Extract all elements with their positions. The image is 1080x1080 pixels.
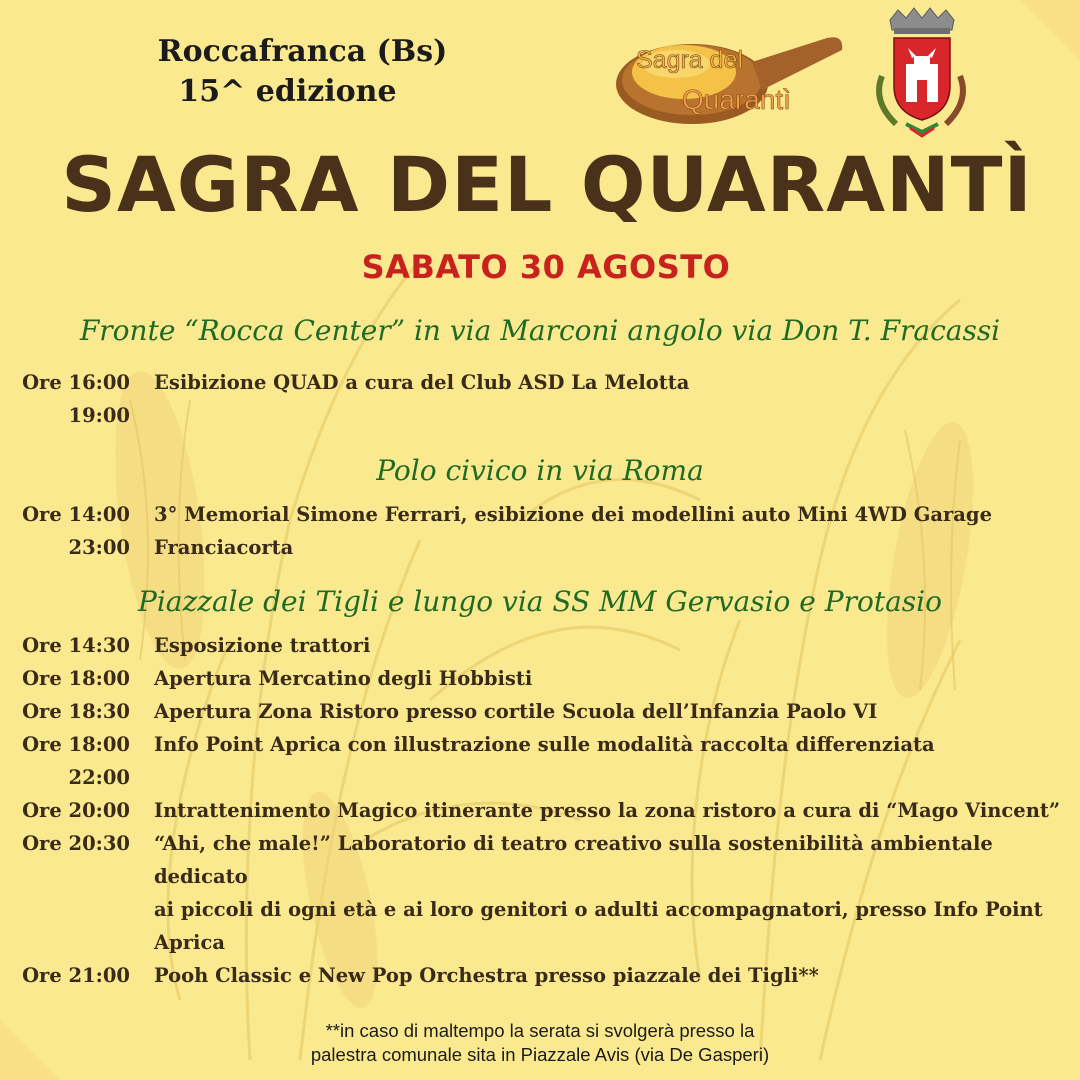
- event-time: Ore 20:00: [22, 799, 130, 822]
- footnote-line1: **in caso di maltempo la serata si svolgerà presso la: [325, 1020, 755, 1041]
- event-time: Ore 20:30: [22, 832, 130, 855]
- events-polo-civico: [0, 498, 1080, 564]
- section-title-polo-civico: Polo civico in via Roma: [376, 454, 704, 487]
- coat-of-arms-icon: [866, 6, 976, 142]
- event-time: Ore 14:30: [22, 634, 130, 657]
- town-name: Roccafranca (Bs): [157, 34, 448, 69]
- event-date: SABATO 30 AGOSTO: [361, 248, 731, 286]
- event-time: Ore 16:00 19:00: [22, 371, 130, 427]
- event-description: Esposizione trattori: [154, 634, 371, 657]
- event-row: [0, 498, 1080, 564]
- event-row: [0, 629, 1080, 662]
- event-time: Ore 21:00: [22, 964, 130, 987]
- event-time: Ore 18:00 22:00: [22, 733, 130, 789]
- event-row: [0, 827, 1080, 959]
- event-description: 3° Memorial Simone Ferrari, esibizione dei modellini auto Mini 4WD Garage Franciacorta: [154, 503, 992, 559]
- logo-text-line1: Sagra del: [636, 46, 744, 74]
- main-title: SAGRA DEL QUARANTÌ: [61, 140, 1033, 229]
- event-description: Esibizione QUAD a cura del Club ASD La Melotta: [154, 371, 690, 394]
- event-description: “Ahi, che male!” Laboratorio di teatro creativo sulla sostenibilità ambientale dedicato ai piccoli di ogni età e ai loro genitori o adulti accompagnatori, presso Info Point Aprica: [154, 832, 1043, 954]
- event-row: [0, 366, 1080, 432]
- footnote: [0, 1019, 1080, 1067]
- event-row: [0, 728, 1080, 794]
- location-block: [150, 32, 455, 112]
- event-description: Pooh Classic e New Pop Orchestra presso piazzale dei Tigli**: [154, 964, 819, 987]
- logo-text-line2: Quarantì: [682, 84, 791, 115]
- event-row: [0, 794, 1080, 827]
- sagra-logo: [612, 20, 852, 132]
- event-row: [0, 695, 1080, 728]
- event-description: Apertura Zona Ristoro presso cortile Scuola dell’Infanzia Paolo VI: [154, 700, 878, 723]
- event-time: Ore 18:00: [22, 667, 130, 690]
- event-row: [0, 959, 1080, 992]
- event-description: Intrattenimento Magico itinerante presso la zona ristoro a cura di “Mago Vincent”: [154, 799, 1061, 822]
- event-description: Apertura Mercatino degli Hobbisti: [154, 667, 533, 690]
- event-row: [0, 662, 1080, 695]
- footnote-line2: palestra comunale sita in Piazzale Avis (via De Gasperi): [310, 1044, 770, 1065]
- event-time: Ore 14:00 23:00: [22, 503, 130, 559]
- events-piazzale-tigli: [0, 629, 1080, 992]
- section-title-rocca-center: Fronte “Rocca Center” in via Marconi angolo via Don T. Fracassi: [79, 314, 1001, 347]
- edition-label: 15^ edizione: [178, 74, 397, 109]
- event-time: Ore 18:30: [22, 700, 130, 723]
- event-description: Info Point Aprica con illustrazione sulle modalità raccolta differenziata: [154, 733, 935, 756]
- events-rocca-center: [0, 366, 1080, 432]
- section-title-piazzale-tigli: Piazzale dei Tigli e lungo via SS MM Gervasio e Protasio: [138, 585, 942, 618]
